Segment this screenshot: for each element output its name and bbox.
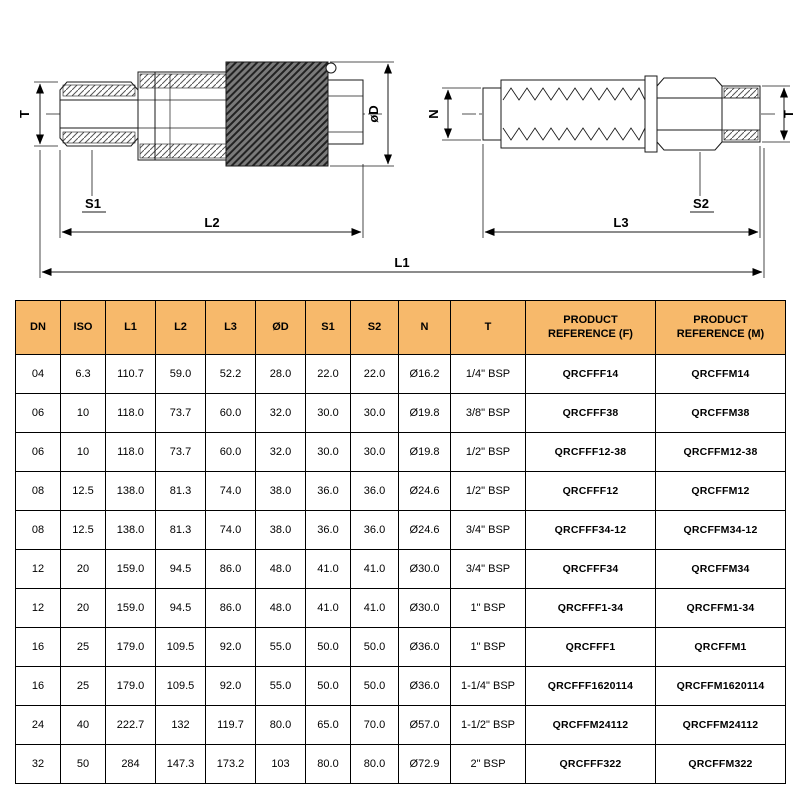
technical-drawing xyxy=(0,0,800,295)
dim-label-od: øD xyxy=(366,105,381,123)
dim-label-n: N xyxy=(426,109,441,119)
table-cell: Ø72.9 xyxy=(399,745,451,784)
table-cell: 222.7 xyxy=(106,706,156,745)
table-cell: 50.0 xyxy=(351,667,399,706)
table-cell: 81.3 xyxy=(156,511,206,550)
table-cell: 92.0 xyxy=(206,667,256,706)
table-cell: 12.5 xyxy=(61,472,106,511)
table-cell: 30.0 xyxy=(351,394,399,433)
table-cell: 60.0 xyxy=(206,394,256,433)
product-reference-cell: QRCFFF14 xyxy=(526,355,656,394)
probe-collar xyxy=(483,88,501,140)
product-reference-cell: QRCFFM1 xyxy=(656,628,786,667)
table-cell: 32.0 xyxy=(256,394,306,433)
table-cell: 3/4" BSP xyxy=(451,511,526,550)
table-cell: 80.0 xyxy=(351,745,399,784)
table-cell: 3/8" BSP xyxy=(451,394,526,433)
table-row xyxy=(16,550,786,589)
ball-detent xyxy=(326,63,336,73)
table-cell: 41.0 xyxy=(351,589,399,628)
product-reference-cell: QRCFFM24112 xyxy=(656,706,786,745)
column-header: S2 xyxy=(351,301,399,355)
table-row xyxy=(16,667,786,706)
male-coupling-drawing xyxy=(462,76,778,152)
table-cell: 3/4" BSP xyxy=(451,550,526,589)
header-row xyxy=(16,301,786,355)
dim-label-t-left: T xyxy=(17,110,32,118)
product-reference-cell: QRCFFM14 xyxy=(656,355,786,394)
table-cell: 118.0 xyxy=(106,394,156,433)
table-cell: 16 xyxy=(16,628,61,667)
table-cell: 20 xyxy=(61,550,106,589)
table-cell: 147.3 xyxy=(156,745,206,784)
valve-end xyxy=(328,80,363,144)
column-header: L2 xyxy=(156,301,206,355)
table-cell: 06 xyxy=(16,433,61,472)
table-cell: 74.0 xyxy=(206,511,256,550)
table-cell: 38.0 xyxy=(256,511,306,550)
table-cell: 159.0 xyxy=(106,589,156,628)
table-cell: 12 xyxy=(16,589,61,628)
release-sleeve xyxy=(226,62,328,166)
table-cell: 30.0 xyxy=(351,433,399,472)
table-cell: 70.0 xyxy=(351,706,399,745)
table-cell: 36.0 xyxy=(351,472,399,511)
table-cell: 103 xyxy=(256,745,306,784)
table-cell: 92.0 xyxy=(206,628,256,667)
table-cell: 1/4" BSP xyxy=(451,355,526,394)
table-cell: 08 xyxy=(16,511,61,550)
column-header: ISO xyxy=(61,301,106,355)
table-row xyxy=(16,745,786,784)
table-cell: 30.0 xyxy=(306,433,351,472)
dim-label-s2: S2 xyxy=(693,196,709,211)
table-cell: 30.0 xyxy=(306,394,351,433)
table-cell: 73.7 xyxy=(156,394,206,433)
table-cell: 10 xyxy=(61,433,106,472)
column-header: PRODUCT REFERENCE (M) xyxy=(656,301,786,355)
table-row xyxy=(16,628,786,667)
table-cell: 12.5 xyxy=(61,511,106,550)
table-cell: Ø19.8 xyxy=(399,394,451,433)
product-reference-cell: QRCFFM24112 xyxy=(526,706,656,745)
product-reference-cell: QRCFFM12 xyxy=(656,472,786,511)
table-cell: 12 xyxy=(16,550,61,589)
table-row xyxy=(16,394,786,433)
table-cell: 1-1/4" BSP xyxy=(451,667,526,706)
column-header: ØD xyxy=(256,301,306,355)
table-cell: 04 xyxy=(16,355,61,394)
table-cell: 60.0 xyxy=(206,433,256,472)
table-cell: 80.0 xyxy=(306,745,351,784)
table-cell: 32.0 xyxy=(256,433,306,472)
column-header: N xyxy=(399,301,451,355)
table-cell: 48.0 xyxy=(256,550,306,589)
table-cell: 25 xyxy=(61,667,106,706)
table-cell: 132 xyxy=(156,706,206,745)
table-row xyxy=(16,589,786,628)
table-cell: 41.0 xyxy=(306,550,351,589)
table-body xyxy=(16,355,786,784)
dim-label-l3: L3 xyxy=(613,215,629,230)
table-cell: 25 xyxy=(61,628,106,667)
table-cell: 1-1/2" BSP xyxy=(451,706,526,745)
product-reference-cell: QRCFFF1 xyxy=(526,628,656,667)
table-cell: 2" BSP xyxy=(451,745,526,784)
dim-label-l2: L2 xyxy=(204,215,220,230)
table-cell: 52.2 xyxy=(206,355,256,394)
product-reference-cell: QRCFFM34-12 xyxy=(656,511,786,550)
table-cell: Ø30.0 xyxy=(399,550,451,589)
table-cell: Ø24.6 xyxy=(399,511,451,550)
table-cell: 159.0 xyxy=(106,550,156,589)
table-cell: 109.5 xyxy=(156,628,206,667)
table-cell: 65.0 xyxy=(306,706,351,745)
table-cell: 16 xyxy=(16,667,61,706)
table-cell: 22.0 xyxy=(351,355,399,394)
table-cell: 41.0 xyxy=(351,550,399,589)
table-cell: 24 xyxy=(16,706,61,745)
table-cell: 55.0 xyxy=(256,628,306,667)
table-cell: 1/2" BSP xyxy=(451,433,526,472)
table-cell: 55.0 xyxy=(256,667,306,706)
dim-label-l1: L1 xyxy=(394,255,410,270)
table-cell: 38.0 xyxy=(256,472,306,511)
table-cell: 74.0 xyxy=(206,472,256,511)
table-cell: 59.0 xyxy=(156,355,206,394)
table-cell: 81.3 xyxy=(156,472,206,511)
product-reference-cell: QRCFFM34 xyxy=(656,550,786,589)
column-header: T xyxy=(451,301,526,355)
table-cell: Ø36.0 xyxy=(399,667,451,706)
table-cell: 1" BSP xyxy=(451,589,526,628)
table-cell: Ø36.0 xyxy=(399,628,451,667)
spec-table xyxy=(15,300,786,784)
product-reference-cell: QRCFFF12 xyxy=(526,472,656,511)
table-cell: 48.0 xyxy=(256,589,306,628)
table-row xyxy=(16,511,786,550)
table-cell: 1/2" BSP xyxy=(451,472,526,511)
product-reference-cell: QRCFFF34-12 xyxy=(526,511,656,550)
hex-nut xyxy=(657,78,722,150)
table-cell: 119.7 xyxy=(206,706,256,745)
column-header: S1 xyxy=(306,301,351,355)
table-cell: 50.0 xyxy=(306,628,351,667)
table-cell: 179.0 xyxy=(106,667,156,706)
product-reference-cell: QRCFFM322 xyxy=(656,745,786,784)
table-cell: Ø30.0 xyxy=(399,589,451,628)
table-cell: 36.0 xyxy=(351,511,399,550)
table-row xyxy=(16,433,786,472)
product-reference-cell: QRCFFM1-34 xyxy=(656,589,786,628)
table-cell: 40 xyxy=(61,706,106,745)
table-cell: 173.2 xyxy=(206,745,256,784)
table-cell: Ø16.2 xyxy=(399,355,451,394)
table-cell: 08 xyxy=(16,472,61,511)
column-header: L1 xyxy=(106,301,156,355)
product-reference-cell: QRCFFM12-38 xyxy=(656,433,786,472)
product-reference-cell: QRCFFF34 xyxy=(526,550,656,589)
table-cell: 86.0 xyxy=(206,589,256,628)
table-cell: 6.3 xyxy=(61,355,106,394)
table-row xyxy=(16,472,786,511)
table-cell: Ø57.0 xyxy=(399,706,451,745)
product-reference-cell: QRCFFF322 xyxy=(526,745,656,784)
table-cell: 118.0 xyxy=(106,433,156,472)
column-header: PRODUCT REFERENCE (F) xyxy=(526,301,656,355)
table-cell: 86.0 xyxy=(206,550,256,589)
table-cell: 36.0 xyxy=(306,511,351,550)
dim-label-t-right: T xyxy=(781,110,796,118)
flange xyxy=(645,76,657,152)
table-cell: 32 xyxy=(16,745,61,784)
table-cell: 10 xyxy=(61,394,106,433)
product-reference-cell: QRCFFM38 xyxy=(656,394,786,433)
drawing-area xyxy=(0,0,800,295)
table-cell: 138.0 xyxy=(106,472,156,511)
table-cell: 1" BSP xyxy=(451,628,526,667)
table-cell: 22.0 xyxy=(306,355,351,394)
product-reference-cell: QRCFFF38 xyxy=(526,394,656,433)
product-reference-cell: QRCFFF1-34 xyxy=(526,589,656,628)
table-cell: 94.5 xyxy=(156,550,206,589)
table-cell: 179.0 xyxy=(106,628,156,667)
table-cell: Ø24.6 xyxy=(399,472,451,511)
table-cell: 50.0 xyxy=(351,628,399,667)
product-reference-cell: QRCFFF12-38 xyxy=(526,433,656,472)
table-cell: 36.0 xyxy=(306,472,351,511)
table-cell: 06 xyxy=(16,394,61,433)
table-row xyxy=(16,706,786,745)
table-cell: 284 xyxy=(106,745,156,784)
product-reference-cell: QRCFFF1620114 xyxy=(526,667,656,706)
dim-label-s1: S1 xyxy=(85,196,101,211)
table-cell: 94.5 xyxy=(156,589,206,628)
table-cell: 50 xyxy=(61,745,106,784)
table-cell: 28.0 xyxy=(256,355,306,394)
spec-table-wrap xyxy=(15,300,785,784)
table-cell: 20 xyxy=(61,589,106,628)
table-row xyxy=(16,355,786,394)
table-cell: 41.0 xyxy=(306,589,351,628)
table-cell: 80.0 xyxy=(256,706,306,745)
table-cell: Ø19.8 xyxy=(399,433,451,472)
table-cell: 138.0 xyxy=(106,511,156,550)
table-cell: 73.7 xyxy=(156,433,206,472)
column-header: DN xyxy=(16,301,61,355)
column-header: L3 xyxy=(206,301,256,355)
table-cell: 109.5 xyxy=(156,667,206,706)
product-reference-cell: QRCFFM1620114 xyxy=(656,667,786,706)
table-cell: 50.0 xyxy=(306,667,351,706)
table-cell: 110.7 xyxy=(106,355,156,394)
female-coupling-drawing xyxy=(46,62,384,166)
